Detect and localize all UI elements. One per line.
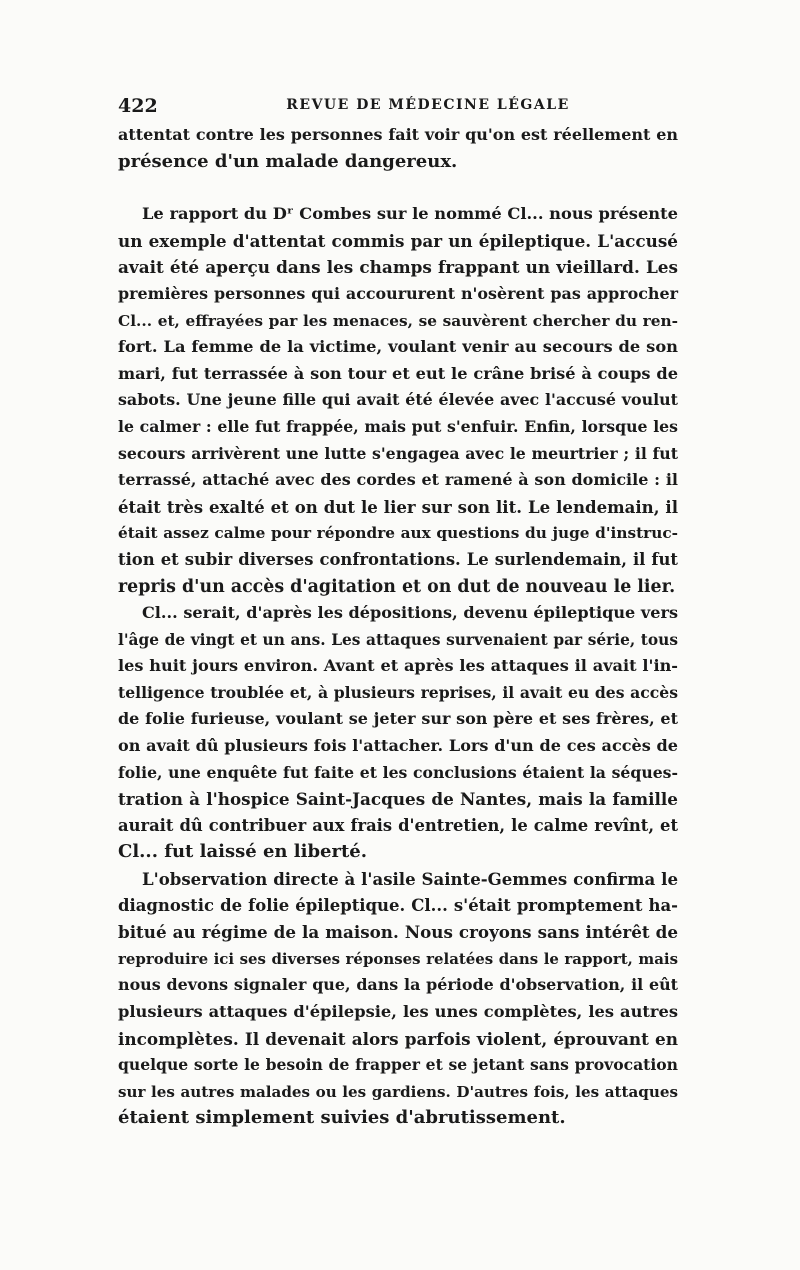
running-title: REVUE DE MÉDECINE LÉGALE [286,97,570,113]
text-line: Le rapport du Dʳ Combes sur le nommé Cl... nous présente [142,204,678,224]
text-line: terrassé, attaché avec des cordes et ramené à son domicile : il [118,470,678,490]
text-line: aurait dû contribuer aux frais d'entretien, le calme revînt, et [118,815,678,835]
text-line: bitué au régime de la maison. Nous croyons sans intérêt de [118,922,678,943]
text-line: premières personnes qui accoururent n'osèrent pas approcher [118,283,678,303]
text-line: un exemple d'attentat commis par un épileptique. L'accusé [118,230,678,251]
text-line: reproduire ici ses diverses réponses relatées dans le rapport, mais [118,949,678,968]
text-line: Cl... et, effrayées par les menaces, se sauvèrent chercher du ren- [118,311,678,330]
text-line: étaient simplement suivies d'abrutissement. [118,1107,566,1129]
page-header [118,95,678,117]
text-line: nous devons signaler que, dans la période d'observation, il eût [118,975,678,995]
paragraph-depositions [118,600,678,866]
text-line: secours arrivèrent une lutte s'engagea avec le meurtrier ; il fut [118,443,678,463]
text-line: les huit jours environ. Avant et après les attaques il avait l'in- [118,656,678,676]
text-line: attentat contre les personnes fait voir qu'on est réellement en [118,125,678,144]
text-line: sabots. Une jeune fille qui avait été élevée avec l'accusé voulut [118,390,678,410]
text-line: L'observation directe à l'asile Sainte-Gemmes confirma le [142,869,678,890]
text-line: le calmer : elle fut frappée, mais put s'enfuir. Enfin, lorsque les [118,416,678,436]
paragraph-gap [118,175,678,201]
text-line: Cl... serait, d'après les dépositions, devenu épileptique vers [142,603,678,623]
paragraph-continuation [118,122,678,175]
text-line: présence d'un malade dangereux. [118,150,458,172]
body-text [118,122,678,1132]
text-line: tration à l'hospice Saint-Jacques de Nantes, mais la famille [118,789,678,810]
text-line: on avait dû plusieurs fois l'attacher. Lors d'un de ces accès de [118,736,678,756]
text-line: tion et subir diverses confrontations. Le surlendemain, il fut [118,549,678,569]
paragraph-observation [118,866,678,1132]
page-number: 422 [118,95,158,117]
text-line: quelque sorte le besoin de frapper et se jetant sans provocation [118,1055,678,1075]
text-line: diagnostic de folie épileptique. Cl... s'était promptement ha- [118,895,678,915]
paragraph-rapport [118,201,678,600]
text-line: incomplètes. Il devenait alors parfois violent, éprouvant en [118,1028,678,1049]
text-line: folie, une enquête fut faite et les conclusions étaient la séques- [118,762,678,782]
text-line: telligence troublée et, à plusieurs reprises, il avait eu des accès [118,682,678,702]
text-line: était très exalté et on dut le lier sur son lit. Le lendemain, il [118,496,678,517]
text-line: avait été aperçu dans les champs frappant un vieillard. Les [118,257,678,278]
text-line: Cl... fut laissé en liberté. [118,841,368,863]
text-line: sur les autres malades ou les gardiens. D'autres fois, les attaques [118,1082,678,1101]
text-line: mari, fut terrassée à son tour et eut le crâne brisé à coups de [118,363,678,383]
text-line: fort. La femme de la victime, voulant venir au secours de son [118,337,678,357]
text-line: de folie furieuse, voulant se jeter sur son père et ses frères, et [118,709,678,729]
text-line: l'âge de vingt et un ans. Les attaques survenaient par série, tous [118,630,678,649]
text-line: repris d'un accès d'agitation et on dut de nouveau le lier. [118,576,676,597]
text-line: était assez calme pour répondre aux questions du juge d'instruc- [118,524,678,543]
text-line: plusieurs attaques d'épilepsie, les unes complètes, les autres [118,1002,678,1021]
